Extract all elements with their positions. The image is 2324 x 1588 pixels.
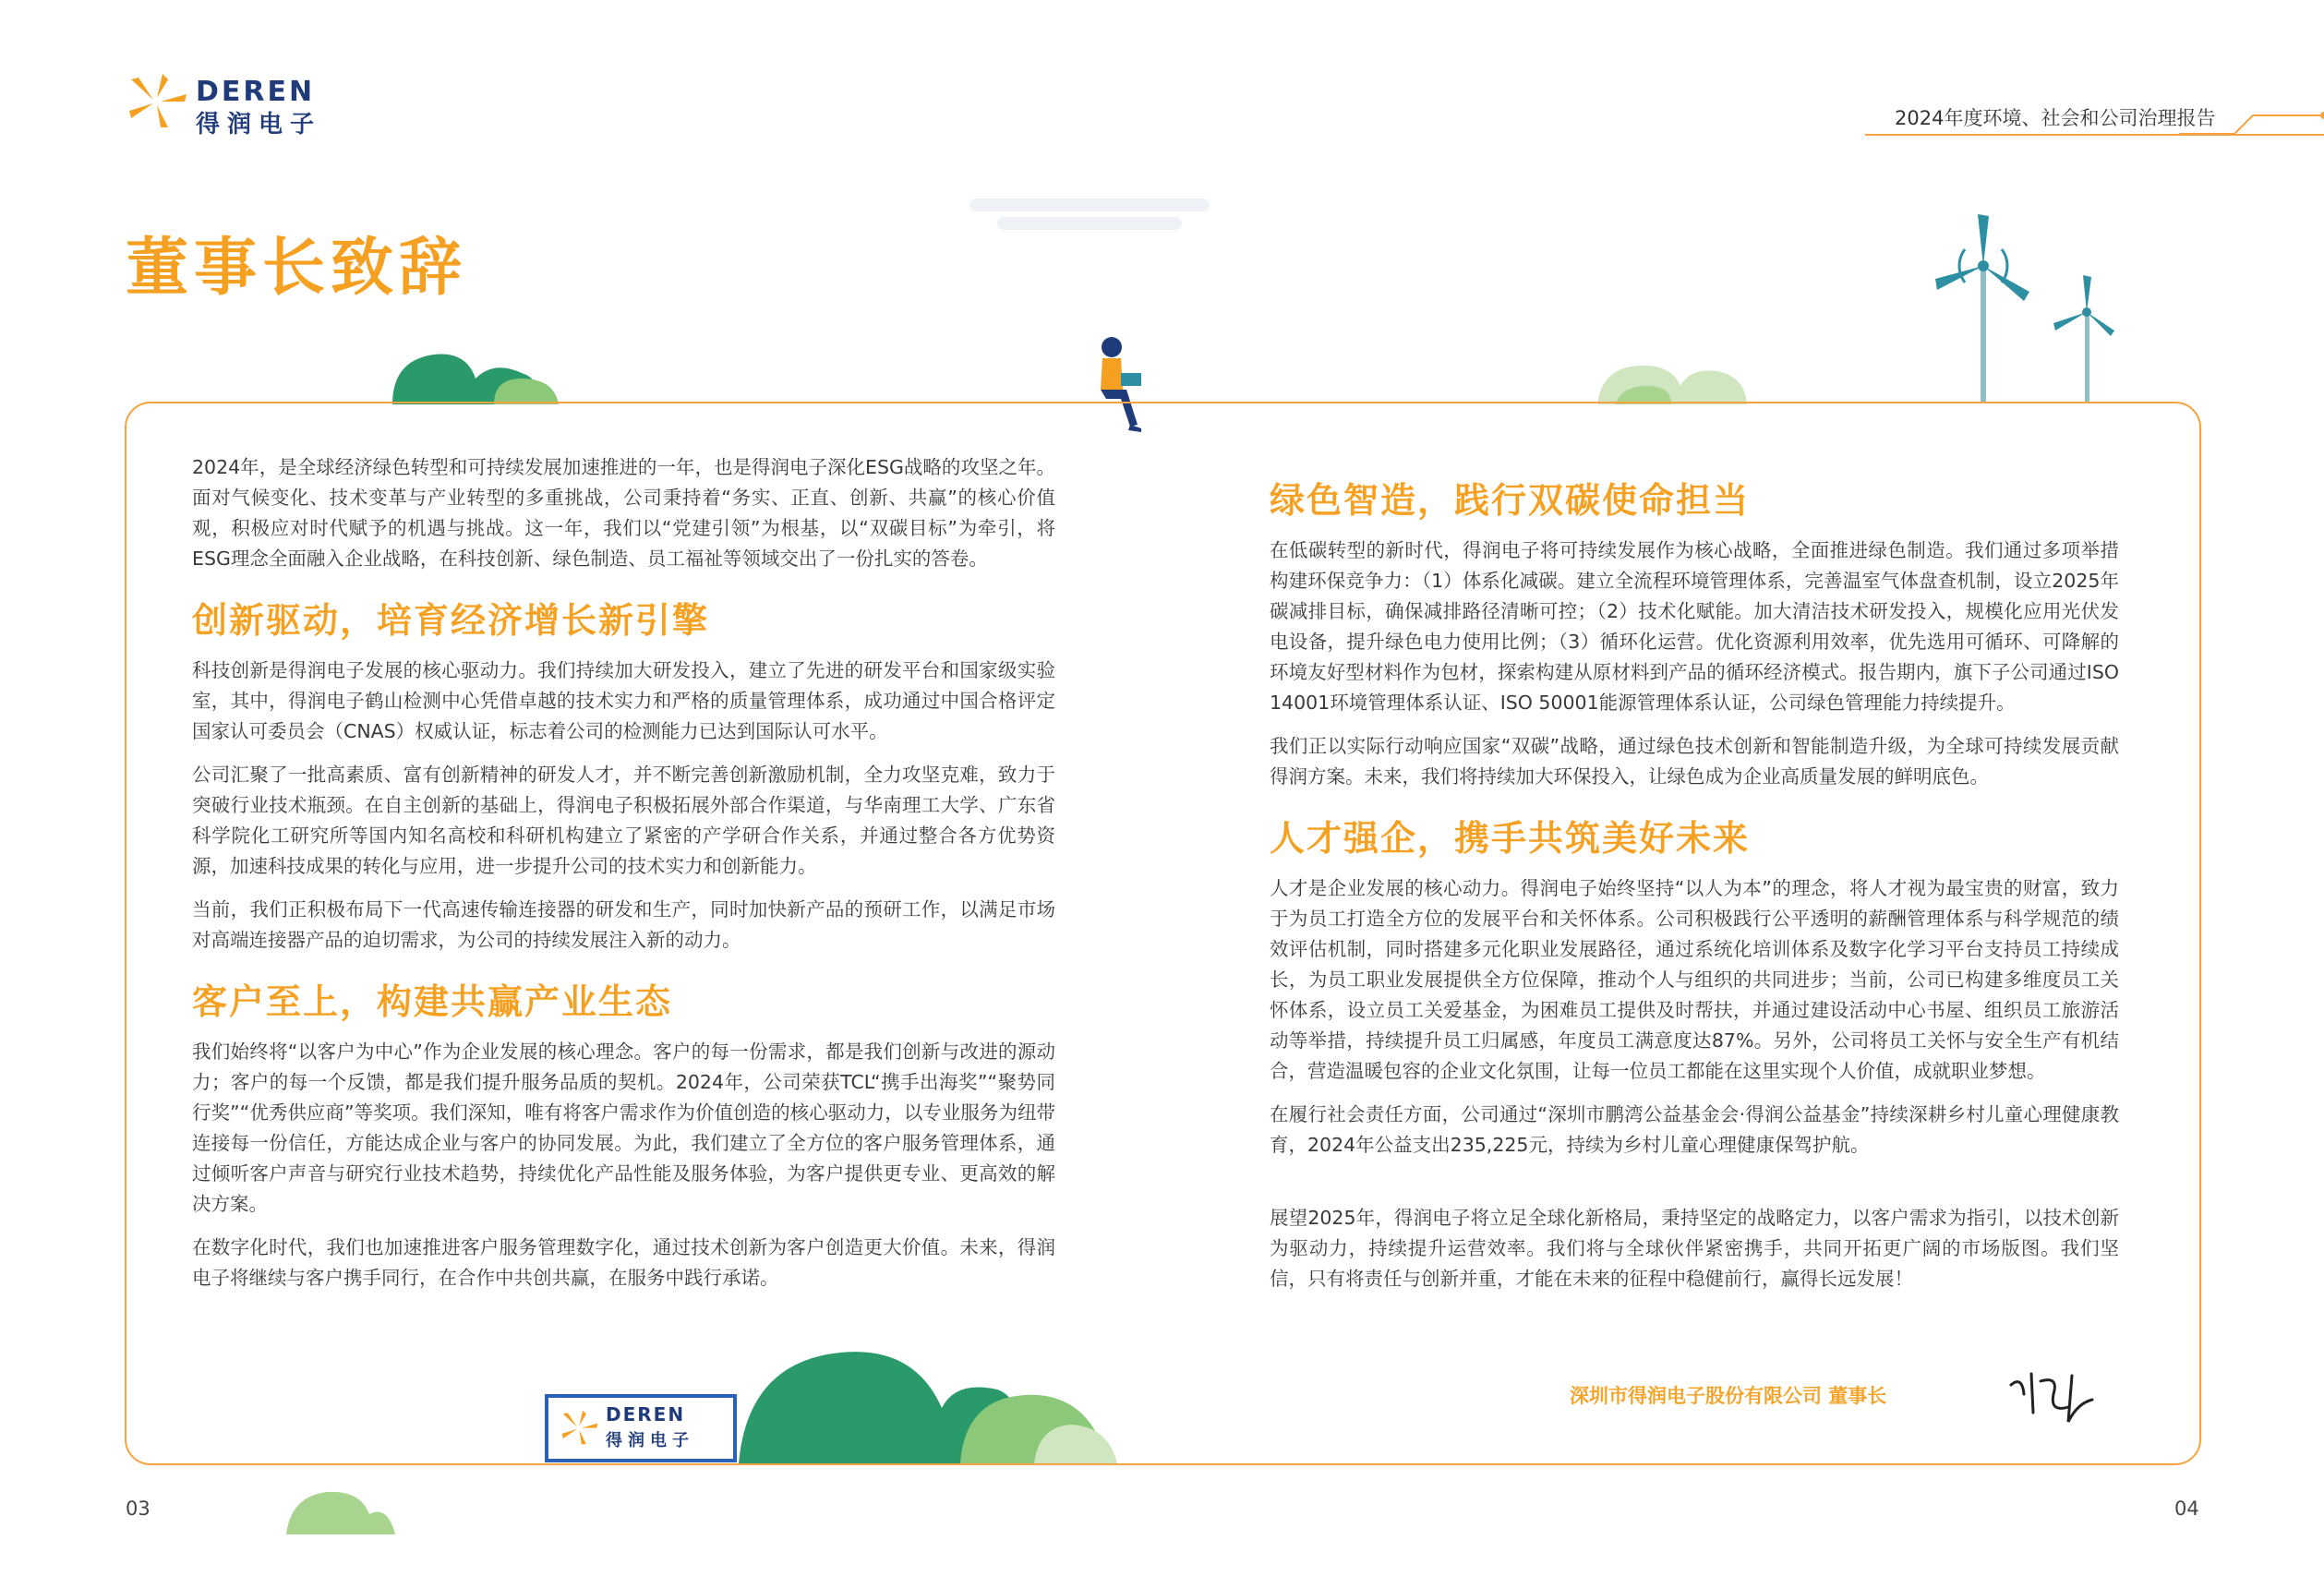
tree-icon <box>720 1325 1145 1463</box>
deren-sign-board <box>545 1394 737 1462</box>
deren-logo <box>126 72 347 138</box>
brand-name: DEREN <box>196 76 316 108</box>
page-number-left: 03 <box>126 1498 151 1520</box>
right-column <box>1270 478 2119 1307</box>
paragraph: 科技创新是得润电子发展的核心驱动力。我们持续加大研发投入，建立了先进的研发平台和国家级实验室，其中，得润电子鹤山检测中心凭借卓越的技术实力和严格的质量管理体系，成功通过中国合格评定国家认可委员会（CNAS）权威认证，标志着公司的检测能力已达到国际认可水平。 <box>192 659 1055 742</box>
deren-logo-icon <box>126 72 190 129</box>
signoff: 深圳市得润电子股份有限公司 董事长 <box>1570 1385 1887 1407</box>
brand-name: DEREN <box>606 1403 686 1426</box>
wind-turbine-icon <box>1930 212 2114 402</box>
section-title-talent: 人才强企，携手共筑美好未来 <box>1270 818 1751 859</box>
paragraph: 当前，我们正积极布局下一代高速传输连接器的研发和生产，同时加快新产品的预研工作，以满足市场对高端连接器产品的迫切需求，为公司的持续发展注入新的动力。 <box>192 898 1055 951</box>
paragraph: 在履行社会责任方面，公司通过“深圳市鹏湾公益基金会·得润公益基金”持续深耕乡村儿童心理健康教育，2024年公益支出235,225元，持续为乡村儿童心理健康保驾护航。 <box>1270 1103 2119 1156</box>
paragraph: 我们始终将“以客户为中心”作为企业发展的核心理念。客户的每一份需求，都是我们创新与改进的源动力；客户的每一个反馈，都是我们提升服务品质的契机。2024年，公司荣获TCL“携手出海奖”“聚势同行奖”“优秀供应商”等奖项。我们深知，唯有将客户需求作为价值创造的核心驱动力，以专业服务为纽带连接每一份信任，方能达成企业与客户的协同发展。为此，我们建立了全方位的客户服务管理体系，通过倾听客户声音与研究行业技术趋势，持续优化产品性能及服务体验，为客户提供更专业、更高效的解决方案。 <box>192 1041 1055 1215</box>
section-title-customer: 客户至上，构建共赢产业生态 <box>192 981 673 1022</box>
left-column <box>192 452 1055 1306</box>
section-title-innovation: 创新驱动，培育经济增长新引擎 <box>192 600 710 641</box>
section-title-green: 绿色智造，践行双碳使命担当 <box>1270 480 1751 521</box>
paragraph: 在低碳转型的新时代，得润电子将可持续发展作为核心战略，全面推进绿色制造。我们通过多项举措构建环保竞争力：（1）体系化减碳。建立全流程环境管理体系，完善温室气体盘查机制，设立2025年碳减排目标，确保减排路径清晰可控；（2）技术化赋能。加大清洁技术研发投入，规模化应用光伏发电设备，提升绿色电力使用比例；（3）循环化运营。优化资源利用效率，优先选用可循环、可降解的环境友好型材料作为包材，探索构建从原材料到产品的循环经济模式。报告期内，旗下子公司通过ISO 14001环境管理体系认证、ISO 50001能源管理体系认证，公司绿色管理能力持续提升。 <box>1270 539 2119 714</box>
intro-paragraph: 2024年，是全球经济绿色转型和可持续发展加速推进的一年，也是得润电子深化ESG战略的攻坚之年。面对气候变化、技术变革与产业转型的多重挑战，公司秉持着“务实、正直、创新、共赢”的核心价值观，积极应对时代赋予的机遇与挑战。这一年，我们以“党建引领”为根基，以“双碳目标”为牵引，将ESG理念全面融入企业战略，在科技创新、绿色制造、员工福祉等领域交出了一份扎实的答卷。 <box>192 456 1055 570</box>
paragraph: 在数字化时代，我们也加速推进客户服务管理数字化，通过技术创新为客户创造更大价值。未来，得润电子将继续与客户携手同行，在合作中共创共赢，在服务中践行承诺。 <box>192 1236 1055 1289</box>
paragraph: 我们正以实际行动响应国家“双碳”战略，通过绿色技术创新和智能制造升级，为全球可持续发展贡献得润方案。未来，我们将持续加大环保投入，让绿色成为企业高质量发展的鲜明底色。 <box>1270 735 2119 788</box>
page-title: 董事长致辞 <box>126 232 468 305</box>
circuit-line-decoration <box>2179 74 2324 138</box>
signature-icon <box>2004 1357 2105 1431</box>
brand-name-cn: 得润电子 <box>196 111 322 138</box>
tree-icon <box>286 1477 397 1534</box>
tree-icon <box>383 342 568 404</box>
deren-logo-icon <box>560 1407 600 1448</box>
page-number-right: 04 <box>2174 1498 2199 1520</box>
paragraph: 公司汇聚了一批高素质、富有创新精神的研发人才，并不断完善创新激励机制，全力攻坚克难，致力于突破行业技术瓶颈。在自主创新的基础上，得润电子积极拓展外部合作渠道，与华南理工大学、广东省科学院化工研究所等国内知名高校和科研机构建立了紧密的产学研合作关系，并通过整合各方优势资源，加速科技成果的转化与应用，进一步提升公司的技术实力和创新能力。 <box>192 764 1055 877</box>
closing-paragraph: 展望2025年，得润电子将立足全球化新格局，秉持坚定的战略定力，以客户需求为指引，以技术创新为驱动力，持续提升运营效率。我们将与全球伙伴紧密携手，共同开拓更广阔的市场版图。我们坚信，只有将责任与创新并重，才能在未来的征程中稳健前行，赢得长远发展！ <box>1270 1207 2119 1290</box>
tree-icon <box>1597 349 1782 404</box>
report-title: 2024年度环境、社会和公司治理报告 <box>1895 107 2216 129</box>
paragraph: 人才是企业发展的核心动力。得润电子始终坚持“以人为本”的理念，将人才视为最宝贵的财富，致力于为员工打造全方位的发展平台和关怀体系。公司积极践行公平透明的薪酬管理体系与科学规范的绩效评估机制，同时搭建多元化职业发展路径，通过系统化培训体系及数字化学习平台支持员工持续成长，为员工职业发展提供全方位保障，推动个人与组织的共同进步；当前，公司已构建多维度员工关怀体系，设立员工关爱基金，为困难员工提供及时帮扶，并通过建设活动中心书屋、组织员工旅游活动等举措，持续提升员工归属感，年度员工满意度达87%。另外，公司将员工关怀与安全生产有机结合，营造温暖包容的企业文化氛围，让每一位员工都能在这里实现个人价值，成就职业梦想。 <box>1270 877 2119 1082</box>
cloud-icon <box>969 189 1210 235</box>
brand-name-cn: 得润电子 <box>606 1431 694 1450</box>
